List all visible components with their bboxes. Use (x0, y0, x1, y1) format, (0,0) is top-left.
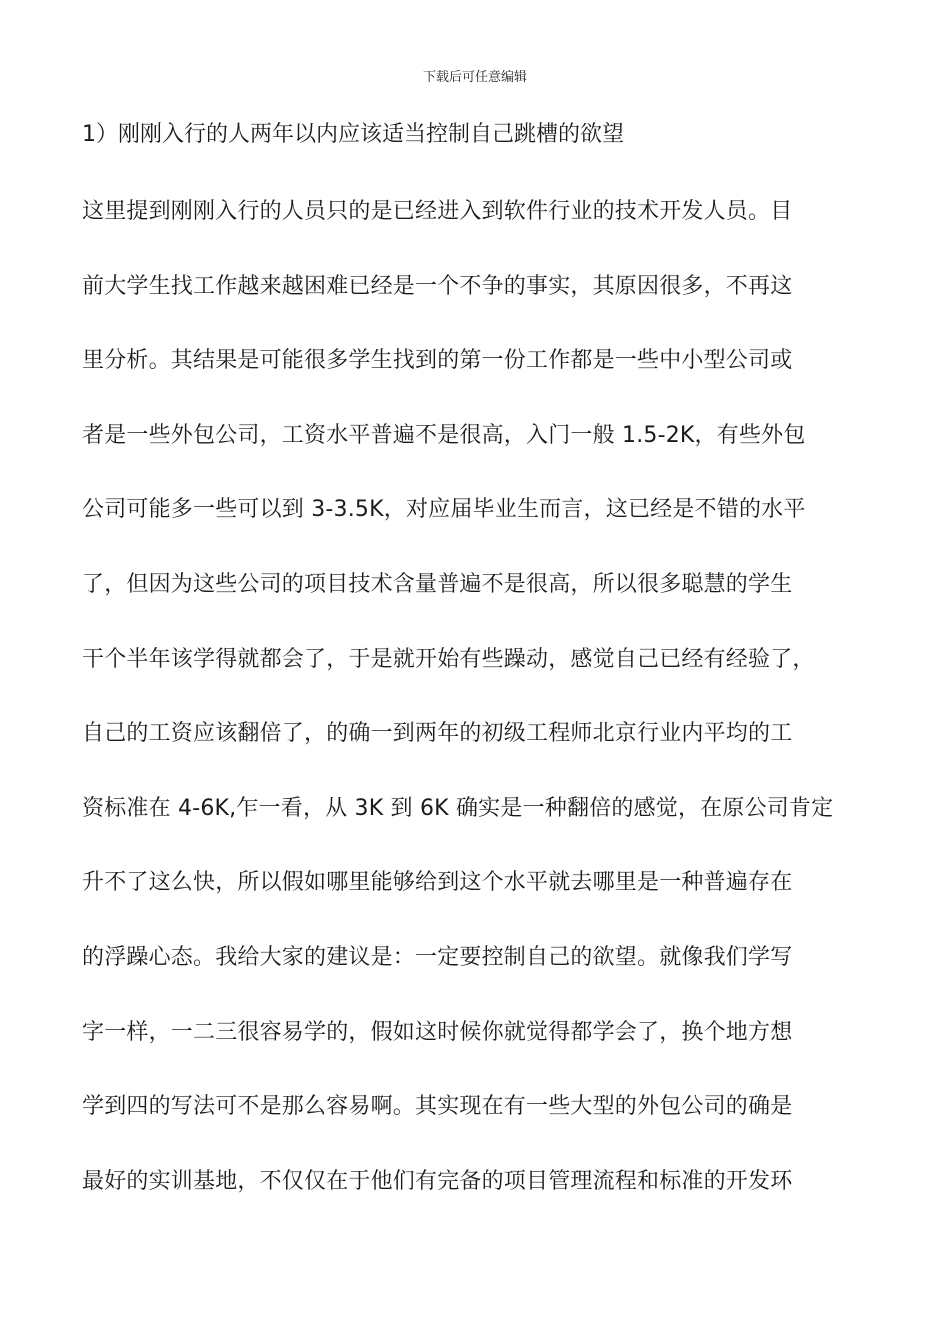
paragraph-line: 的浮躁心态。我给大家的建议是：一定要控制自己的欲望。就像我们学写 (82, 944, 793, 970)
body-paragraph (82, 190, 872, 1234)
paragraph-line: 前大学生找工作越来越困难已经是一个不争的事实，其原因很多，不再这 (82, 273, 793, 299)
paragraph-line: 学到四的写法可不是那么容易啊。其实现在有一些大型的外包公司的确是 (82, 1094, 793, 1120)
section-heading: 1）刚刚入行的人两年以内应该适当控制自己跳槽的欲望 (82, 122, 624, 147)
paragraph-line: 这里提到刚刚入行的人员只的是已经进入到软件行业的技术开发人员。目 (82, 199, 793, 224)
paragraph-line: 最好的实训基地，不仅仅在于他们有完备的项目管理流程和标准的开发环 (82, 1168, 793, 1194)
page-header-note: 下载后可任意编辑 (422, 70, 527, 85)
paragraph-line: 升不了这么快，所以假如哪里能够给到这个水平就去哪里是一种普遍存在 (82, 870, 793, 896)
paragraph-line: 公司可能多一些可以到 3-3.5K，对应届毕业生而言，这已经是不错的水平 (82, 497, 806, 523)
paragraph-line: 字一样，一二三很容易学的，假如这时候你就觉得都学会了，换个地方想 (82, 1019, 793, 1045)
paragraph-line: 自己的工资应该翻倍了，的确一到两年的初级工程师北京行业内平均的工 (82, 721, 793, 747)
paragraph-line: 者是一些外包公司，工资水平普遍不是很高，入门一般 1.5-2K，有些外包 (82, 422, 806, 448)
paragraph-line: 干个半年该学得就都会了，于是就开始有些躁动，感觉自己已经有经验了， (82, 646, 815, 672)
paragraph-line: 里分析。其结果是可能很多学生找到的第一份工作都是一些中小型公司或 (82, 348, 793, 374)
paragraph-line: 资标准在 4-6K,乍一看，从 3K 到 6K 确实是一种翻倍的感觉，在原公司肯定 (82, 795, 834, 821)
paragraph-line: 了，但因为这些公司的项目技术含量普遍不是很高，所以很多聪慧的学生 (82, 571, 793, 597)
